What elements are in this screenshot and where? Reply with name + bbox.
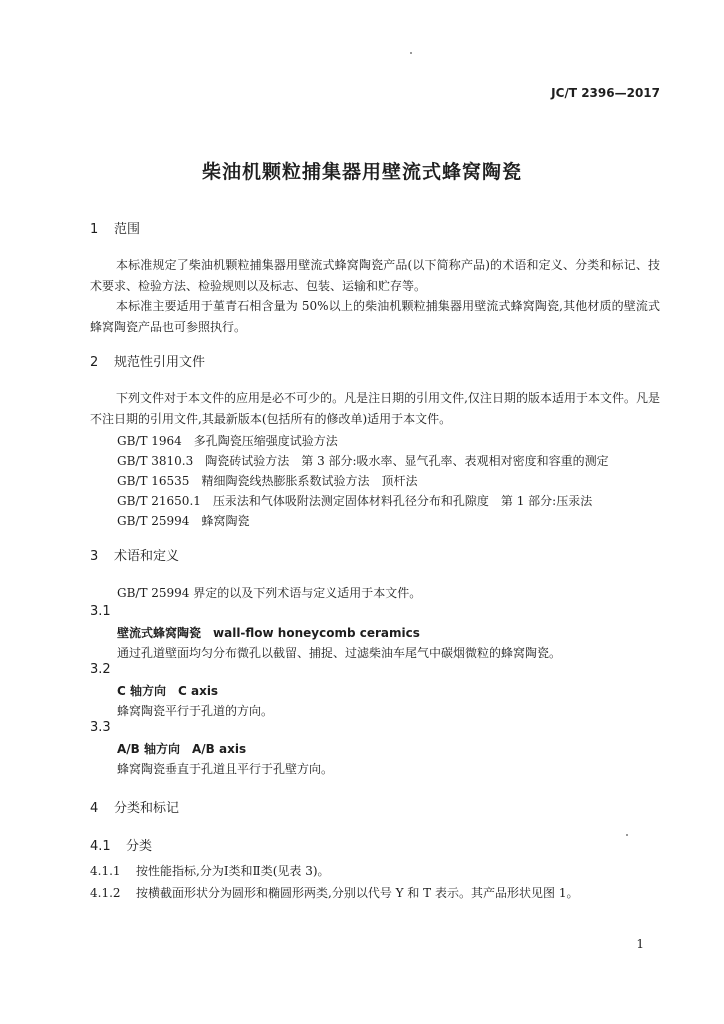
section-title: 术语和定义 [114,549,180,564]
term-definition: 通过孔道壁面均匀分布微孔以截留、捕捉、过滤柴油车尾气中碳烟微粒的蜂窝陶瓷。 [117,646,562,660]
reference-item: GB/T 1964 多孔陶瓷压缩强度试验方法 [117,434,338,448]
scan-speck [626,834,628,836]
section-2-paragraph-1: 下列文件对于本文件的应用是必不可少的。凡是注日期的引用文件,仅注日期的版本适用于本文件。凡是不注日期的引用文件,其最新版本(包括所有的修改单)适用于本文件。 [90,391,660,426]
term-definition: 蜂窝陶瓷平行于孔道的方向。 [117,704,274,718]
clause-number: 4.1.1 [90,864,121,878]
section-number: 1 [90,222,99,237]
term-name [117,740,246,757]
section-number: 3 [90,549,99,564]
clause-4-1-2 [90,884,578,901]
term-name [117,624,420,641]
subsection-title: 分类 [126,839,153,854]
term-en: wall-flow honeycomb ceramics [213,626,420,640]
page-number: 1 [636,937,644,951]
section-title: 范围 [114,222,141,237]
section-4-heading [90,797,179,816]
section-number: 4 [90,801,99,816]
term-zh: A/B 轴方向 [117,742,180,756]
subsection-4-1-heading [90,835,152,854]
reference-item: GB/T 16535 精细陶瓷线热膨胀系数试验方法 顶杆法 [117,474,418,488]
section-title: 分类和标记 [114,801,180,816]
standard-code: JC/T 2396—2017 [551,86,660,100]
clause-text: 按横截面形状分为圆形和椭圆形两类,分别以代号 Y 和 T 表示。其产品形状见图 1。 [136,886,579,900]
term-zh: 壁流式蜂窝陶瓷 [117,626,202,640]
term-en: C axis [178,684,219,698]
term-definition: 蜂窝陶瓷垂直于孔道且平行于孔壁方向。 [117,762,334,776]
subsection-number: 4.1 [90,839,111,854]
scan-speck [410,52,412,54]
clause-4-1-1 [90,862,330,879]
section-1-heading [90,218,140,237]
term-number: 3.3 [90,720,111,735]
term-zh: C 轴方向 [117,684,166,698]
section-3-intro: GB/T 25994 界定的以及下列术语与定义适用于本文件。 [117,586,422,600]
term-en: A/B axis [192,742,247,756]
term-number: 3.2 [90,662,111,677]
term-number: 3.1 [90,604,111,619]
clause-number: 4.1.2 [90,886,121,900]
document-title: 柴油机颗粒捕集器用壁流式蜂窝陶瓷 [201,161,522,183]
section-2-heading [90,351,205,370]
section-1-paragraph-2: 本标准主要适用于堇青石相含量为 50%以上的柴油机颗粒捕集器用壁流式蜂窝陶瓷,其他材质的壁流式蜂窝陶瓷产品也可参照执行。 [90,299,660,334]
section-title: 规范性引用文件 [114,355,206,370]
reference-item: GB/T 25994 蜂窝陶瓷 [117,514,250,528]
reference-item: GB/T 3810.3 陶瓷砖试验方法 第 3 部分:吸水率、显气孔率、表观相对密度和容重的测定 [117,454,609,468]
section-number: 2 [90,355,99,370]
term-name [117,682,218,699]
reference-item: GB/T 21650.1 压汞法和气体吸附法测定固体材料孔径分布和孔隙度 第 1 部分:压汞法 [117,494,593,508]
clause-text: 按性能指标,分为Ⅰ类和Ⅱ类(见表 3)。 [136,864,330,878]
section-3-heading [90,545,179,564]
section-1-paragraph-1: 本标准规定了柴油机颗粒捕集器用壁流式蜂窝陶瓷产品(以下简称产品)的术语和定义、分类和标记、技术要求、检验方法、检验规则以及标志、包装、运输和贮存等。 [90,258,660,293]
